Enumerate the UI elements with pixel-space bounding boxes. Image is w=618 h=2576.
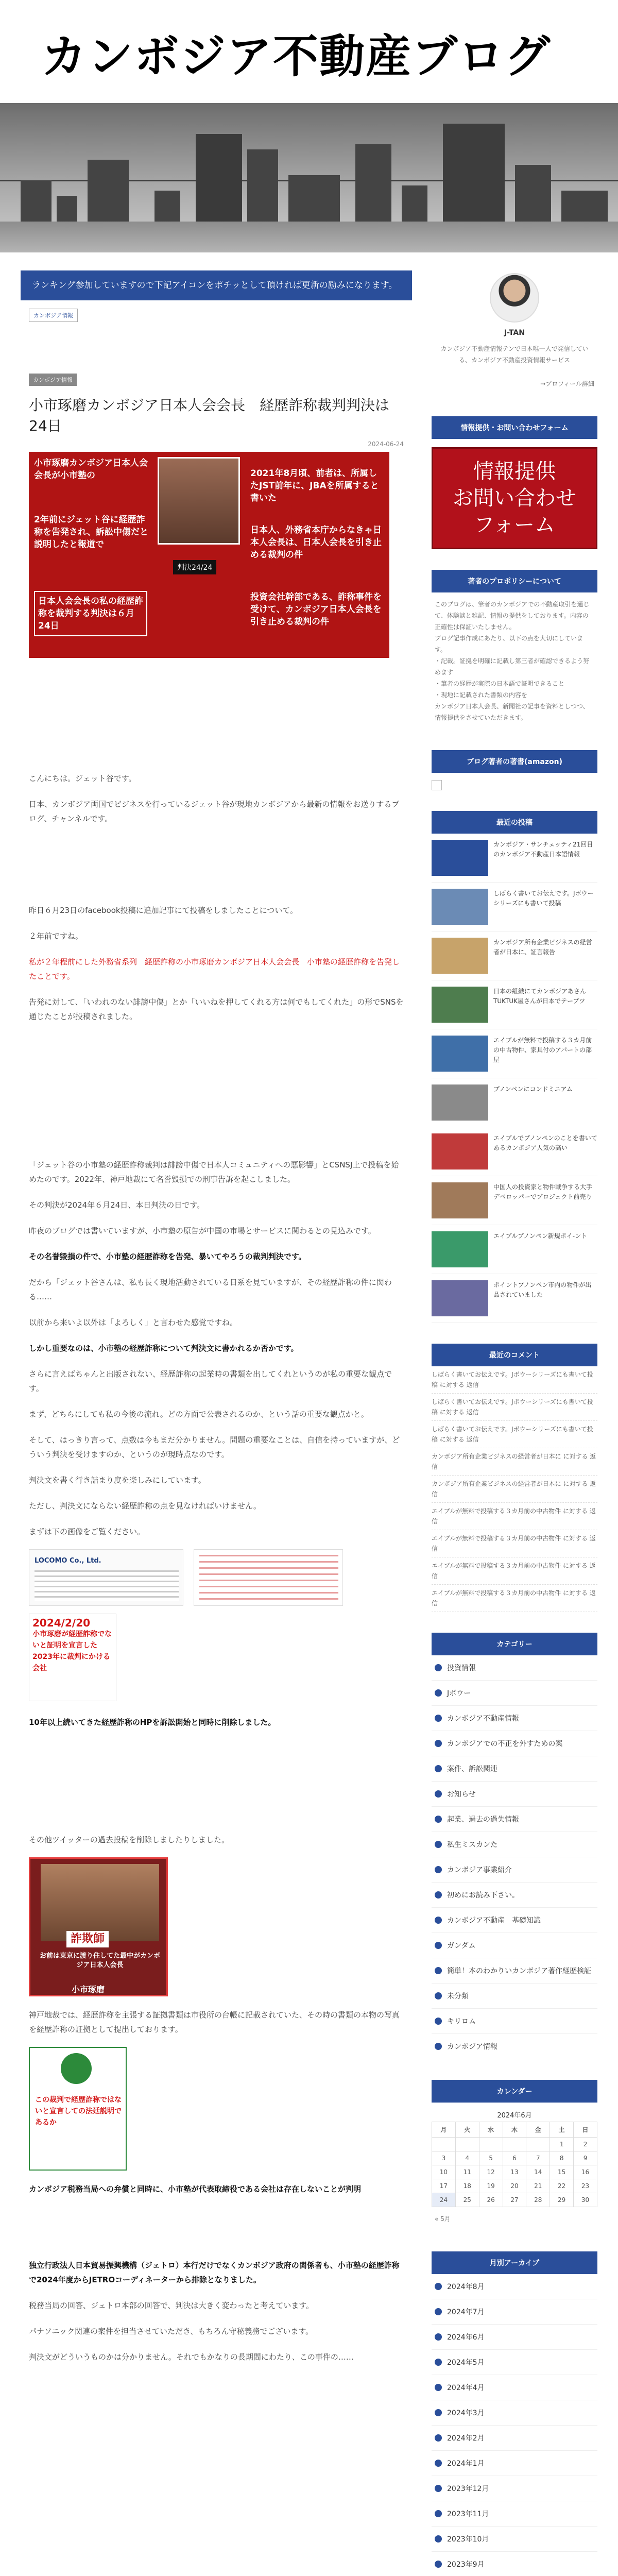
- evidence-screenshots: [29, 1549, 404, 1704]
- archive-label: 2024年4月: [447, 2384, 485, 2392]
- bullet-icon: [435, 1715, 442, 1722]
- article-paragraph: ２年前ですね。: [29, 931, 83, 941]
- eyecatch-text-left-bottom: 日本人会会長の私の経歴詐称を裁判する判決は６月24日: [34, 591, 147, 636]
- bullet-icon: [435, 1942, 442, 1949]
- article-paragraph-bold: しかし重要なのは、小市塾の経歴詐称について判決文に書かれるか否かです。: [29, 1344, 299, 1353]
- bullet-icon: [435, 2409, 442, 2416]
- category-label: お知らせ: [447, 1790, 476, 1799]
- recent-posts-widget: [432, 811, 597, 1323]
- category-link[interactable]: [432, 1933, 597, 1958]
- red-underlines: [199, 1555, 338, 1601]
- broken-image-icon[interactable]: [432, 780, 442, 790]
- category-link[interactable]: [432, 1984, 597, 2009]
- policy-widget: [432, 570, 597, 730]
- calendar-heading: カレンダー: [432, 2080, 597, 2103]
- article-paragraph-bold: 独立行政法人日本貿易振興機構（ジェトロ）本行だけでなくカンボジア政府の関係者も、小市塾の経歴詐称で2024年度からJETROコーディネーターから排除となりました。: [29, 2261, 400, 2284]
- bullet-icon: [435, 1765, 442, 1772]
- calendar-day: [503, 2138, 526, 2151]
- archive-link[interactable]: [432, 2375, 597, 2400]
- weekday: 月: [432, 2122, 456, 2138]
- category-link[interactable]: [432, 1807, 597, 1832]
- locomo-title: LOCOMO Co., Ltd.: [35, 1557, 101, 1565]
- calendar-day[interactable]: 30: [574, 2193, 597, 2207]
- archive-label: 2023年9月: [447, 2561, 485, 2569]
- comment-item[interactable]: エイブルが無料で投稿する３カ月前の中古物件 に対する 返信: [432, 1503, 597, 1530]
- calendar-day[interactable]: 13: [503, 2165, 526, 2179]
- archive-label: 2024年1月: [447, 2460, 485, 2468]
- article-body: [29, 771, 404, 2364]
- article-paragraph: さらに言えばちゃんと出版されない、経歴詐称の起業時の書類を出してくれというのが私の重要な観点です。: [29, 1369, 392, 1393]
- overlay-text: お前は東京に渡り住してた最中がカンボジア日本人会長: [39, 1952, 160, 1969]
- amazon-widget: [432, 750, 597, 790]
- comment-item[interactable]: カンボジア所有企業ビジネスの経営者が日本に に対する 返信: [432, 1448, 597, 1476]
- author-name: J-TAN: [504, 329, 525, 337]
- category-label: 簡単！本のわかりいカンボジア著作経歴検証: [447, 1967, 591, 1975]
- archive-label: 2024年2月: [447, 2434, 485, 2443]
- site-title[interactable]: カンボジア不動産ブログ: [41, 29, 552, 83]
- recent-thumb: [432, 1036, 488, 1072]
- date-sticker: [29, 1614, 116, 1701]
- calendar-day[interactable]: 29: [550, 2193, 574, 2207]
- calendar-day[interactable]: 1: [550, 2138, 574, 2151]
- bullet-icon: [435, 2043, 442, 2050]
- category-link[interactable]: [432, 1706, 597, 1731]
- calendar-day[interactable]: 26: [479, 2193, 503, 2207]
- calendar-day[interactable]: 10: [432, 2165, 456, 2179]
- calendar-day[interactable]: 28: [526, 2193, 550, 2207]
- profile-widget: [432, 273, 597, 396]
- archive-link[interactable]: [432, 2325, 597, 2350]
- image-caption: 10年以上続いてきた経歴詐称のHPを訴訟開始と同時に削除しました。: [29, 1718, 276, 1727]
- archive-link[interactable]: [432, 2552, 597, 2576]
- categories-heading: カテゴリー: [432, 1633, 597, 1655]
- recent-post[interactable]: [432, 1029, 597, 1078]
- archive-link[interactable]: [432, 2501, 597, 2527]
- recent-thumb: [432, 889, 488, 925]
- recent-heading: 最近の投稿: [432, 811, 597, 834]
- comment-item[interactable]: しばらく書いてお伝えです。Jボウーシリーズにも書いて投稿 に対する 返信: [432, 1394, 597, 1421]
- calendar-day[interactable]: 25: [455, 2193, 479, 2207]
- calendar-day[interactable]: 14: [526, 2165, 550, 2179]
- bullet-icon: [435, 2384, 442, 2391]
- category-link[interactable]: [432, 1857, 597, 1883]
- calendar-day[interactable]: 6: [503, 2151, 526, 2165]
- recent-thumb: [432, 987, 488, 1023]
- category-label: キリロム: [447, 2018, 476, 2026]
- recent-post-title: エイブルプノンペン新規ポイ-ント: [493, 1232, 588, 1240]
- recent-post-title: カンボジア・サンチェッティ21回目のカンボジア不動産日本語情報: [493, 841, 593, 858]
- ranking-notice: ランキング参加していますので下記アイコンをポチッとして頂ければ更新の励みになります。: [21, 270, 412, 300]
- recent-post-title: 中国人の投資家と物件戦争する大手デベロッパーでプロジェクト前売り: [493, 1183, 593, 1200]
- category-label: カンボジアでの不正を外すための案: [447, 1740, 563, 1748]
- archive-link[interactable]: [432, 2527, 597, 2552]
- recent-post-title: エイブルが無料で投稿する３カ月前の中古物件、家具付のアパートの部屋: [493, 1037, 592, 1063]
- contact-banner-line: 情報提供: [473, 460, 556, 483]
- calendar-caption: 2024年6月: [497, 2112, 532, 2120]
- contact-banner-line: フォーム: [474, 513, 555, 537]
- category-label: ガンダム: [447, 1942, 476, 1950]
- archive-link[interactable]: [432, 2299, 597, 2325]
- site-header: [0, 0, 618, 103]
- article-paragraph: そして、はっきり言って、点数は今もまだ分かりません。問題の重要なことは、自信を持っていますが、どういう判決を受けますのか、というのが現時点なのです。: [29, 1435, 400, 1459]
- archive-label: 2024年6月: [447, 2333, 485, 2342]
- weekday: 日: [574, 2122, 597, 2138]
- archive-widget: [432, 2251, 597, 2576]
- recent-post-title: プノンペンにコンドミニアム: [493, 1086, 573, 1093]
- archive-label: 2024年5月: [447, 2359, 485, 2367]
- contact-heading: 情報提供・お問い合わせフォーム: [432, 416, 597, 439]
- calendar-day: [455, 2138, 479, 2151]
- article-paragraph: 神戸地裁では、経歴詐称を主張する証拠書類は市役所の台帳に記載されていた、その時の書類の本物の写真を経歴詐称の証拠として提出しております。: [29, 2010, 400, 2034]
- contact-banner-line: お問い合わせ: [453, 486, 576, 510]
- bullet-icon: [435, 2460, 442, 2467]
- main-content: [21, 263, 412, 2364]
- comment-item[interactable]: エイブルが無料で投稿する３カ月前の中古物件 に対する 返信: [432, 1585, 597, 1612]
- calendar-day[interactable]: 15: [550, 2165, 574, 2179]
- category-link[interactable]: [432, 2009, 597, 2034]
- logo-icon: [61, 2053, 92, 2084]
- eyecatch-text-left-top: 小市琢磨カンボジア日本人会会長が小市塾の: [34, 458, 148, 481]
- calendar-day-today[interactable]: 24: [432, 2193, 456, 2207]
- archive-link[interactable]: [432, 2350, 597, 2375]
- recent-thumb: [432, 1280, 488, 1316]
- policy-heading: 著者のプロポリシーについて: [432, 570, 597, 592]
- category-link[interactable]: [432, 1832, 597, 1857]
- bullet-icon: [435, 1917, 442, 1924]
- bullet-icon: [435, 2561, 442, 2568]
- article-paragraph: 以前から来いよ以外は「よろしく」と言わせた感覚ですね。: [29, 1318, 238, 1327]
- policy-text: このブログは、筆者のカンボジアでの不動産取引を通じて、体験談と雑記、情報の提供をしております。内容の正確性は保証いたしません。 ブログ記事作成にあたり、以下の点を大切にしています。 ・記載。証拠を明確に記載し第三者が確認できるよう努めます ・筆者の経歴が実際の日本語で証明できること ・現地に記載された書類の内容を カンボジア日本人会長、新聞社の記事を資料としつつ、情報提供をさせていただきます。: [435, 601, 590, 721]
- calendar-day[interactable]: 27: [503, 2193, 526, 2207]
- recent-thumb: [432, 1231, 488, 1267]
- recent-thumb: [432, 1182, 488, 1218]
- comments-heading: 最近のコメント: [432, 1344, 597, 1366]
- comment-item[interactable]: しばらく書いてお伝えです。Jボウーシリーズにも書いて投稿 に対する 返信: [432, 1366, 597, 1394]
- calendar-day[interactable]: 2: [574, 2138, 597, 2151]
- article-paragraph: 告発に対して、「いわれのない誹謗中傷」とか「いいねを押してくれる方は何でもしてくれた」の形でSNSを通じたことが投稿されました。: [29, 997, 404, 1021]
- calendar-widget: [432, 2080, 597, 2231]
- bullet-icon: [435, 1841, 442, 1848]
- calendar-day[interactable]: 7: [526, 2151, 550, 2165]
- comment-item[interactable]: エイブルが無料で投稿する３カ月前の中古物件 に対する 返信: [432, 1557, 597, 1585]
- comments-widget: [432, 1344, 597, 1612]
- overlay-name: 小市琢磨: [72, 1985, 105, 1994]
- author-avatar: [490, 273, 539, 323]
- weekday: 火: [455, 2122, 479, 2138]
- bullet-icon: [435, 1740, 442, 1747]
- category-link[interactable]: [432, 1655, 597, 1681]
- weekday: 水: [479, 2122, 503, 2138]
- bullet-icon: [435, 1866, 442, 1873]
- calendar-prev-link[interactable]: « 5月: [435, 2215, 451, 2223]
- category-label: Jボウー: [447, 1689, 471, 1698]
- ranking-badge[interactable]: カンボジア情報: [29, 309, 78, 322]
- categories-widget: [432, 1633, 597, 2059]
- eyecatch-text-left-mid: 2年前にジェット谷に経歴詐称を告発され、訴訟中傷だと説明したと報道で: [34, 515, 149, 550]
- category-label: カンボジア情報: [447, 2043, 497, 2051]
- comment-item[interactable]: しばらく書いてお伝えです。Jボウーシリーズにも書いて投稿 に対する 返信: [432, 1421, 597, 1448]
- archive-link[interactable]: [432, 2400, 597, 2426]
- article-paragraph-bold: その名誉毀損の件で、小市塾の経歴詐称を告発、暴いてやろうの裁判判決です。: [29, 1252, 306, 1261]
- bullet-icon: [435, 2510, 442, 2517]
- archive-link[interactable]: [432, 2274, 597, 2299]
- bullet-icon: [435, 1967, 442, 1974]
- recent-post-title: ポイントプノンペン市内の物件が出品されていました: [493, 1281, 592, 1298]
- category-link[interactable]: [432, 1883, 597, 1908]
- calendar-day[interactable]: 11: [455, 2165, 479, 2179]
- calendar-day[interactable]: 9: [574, 2151, 597, 2165]
- category-label: 投資情報: [447, 1664, 476, 1672]
- recent-post[interactable]: [432, 883, 597, 931]
- image-caption: カンボジア税務当局への弁償と同時に、小市塾が代表取締役である会社は存在しないことが判明: [29, 2184, 362, 2194]
- article-paragraph: まずは下の画像をご覧ください。: [29, 1527, 145, 1536]
- contact-widget: [432, 416, 597, 549]
- recent-post-title: しばらく書いてお伝えです。Jボウーシリーズにも書いて投稿: [493, 890, 594, 907]
- category-link[interactable]: [432, 1756, 597, 1782]
- calendar-day[interactable]: 17: [432, 2179, 456, 2193]
- locomo-site-screenshot: [29, 1549, 183, 1606]
- calendar-day[interactable]: 19: [479, 2179, 503, 2193]
- eyecatch-tag: 判決24/24: [173, 560, 216, 574]
- article-paragraph: 「ジェット谷の小市塾の経歴詐称裁判は誹謗中傷で日本人コミュニティへの悪影響」とCSNSJ上で投稿を始めたのです。2022年、神戸地裁にて名誉毀損での刑事告訴を起こしました。: [29, 1160, 399, 1184]
- article-paragraph: その他ツイッターの過去投稿を削除しましたりしました。: [29, 1835, 229, 1844]
- category-link[interactable]: [432, 1958, 597, 1984]
- comment-item[interactable]: エイブルが無料で投稿する３カ月前の中古物件 に対する 返信: [432, 1530, 597, 1557]
- person-photo: [41, 1864, 159, 1941]
- overlay-photo: [29, 1857, 168, 1996]
- archive-link[interactable]: [432, 2451, 597, 2476]
- recent-post[interactable]: [432, 1274, 597, 1323]
- article-paragraph: 判決文を書く行き詰まり度を楽しみにしています。: [29, 1476, 206, 1485]
- weekday: 木: [503, 2122, 526, 2138]
- calendar-day[interactable]: 20: [503, 2179, 526, 2193]
- street: [0, 222, 618, 252]
- eyecatch-image: [29, 452, 389, 658]
- recent-thumb: [432, 938, 488, 974]
- archive-link[interactable]: [432, 2476, 597, 2501]
- bullet-icon: [435, 2333, 442, 2341]
- overlay-label: 詐欺師: [66, 1931, 109, 1947]
- sticker-date: 2024/2/20: [32, 1617, 91, 1629]
- article-paragraph: 日本、カンボジア両国でビジネスを行っているジェット谷が現地カンボジアから最新の情報をお送りするブログ、チャンネルです。: [29, 800, 400, 823]
- amazon-heading: ブログ著者の著書(amazon): [432, 750, 597, 773]
- archive-label: 2023年12月: [447, 2485, 489, 2493]
- calendar-day[interactable]: 4: [455, 2151, 479, 2165]
- archive-link[interactable]: [432, 2426, 597, 2451]
- calendar-day: [526, 2138, 550, 2151]
- category-label: 私生ミスカンた: [447, 1841, 497, 1849]
- red-marked-document: [194, 1549, 343, 1606]
- archive-label: 2023年10月: [447, 2535, 489, 2544]
- archive-label: 2023年11月: [447, 2510, 489, 2518]
- recent-post[interactable]: [432, 1176, 597, 1225]
- article-paragraph: 税務当局の回答、ジェトロ本部の回答で、判決は大きく変わったと考えています。: [29, 2301, 314, 2310]
- recent-thumb: [432, 1084, 488, 1121]
- bullet-icon: [435, 2359, 442, 2366]
- calendar-day[interactable]: 8: [550, 2151, 574, 2165]
- header-image: [0, 103, 618, 252]
- sidebar: [432, 263, 597, 2576]
- locomo-text-lines: [35, 1570, 179, 1601]
- recent-thumb: [432, 840, 488, 876]
- recent-post-title: 日本の組織にてカンボジアあさんTUKTUK屋さんが日本でテープツ: [493, 988, 587, 1005]
- profile-detail-link[interactable]: →プロフィール詳細: [540, 380, 594, 387]
- post-date: 2024-06-24: [368, 440, 404, 448]
- recent-post-title: エイブルでプノンペンのことを書いてあるカンボジア人気の高い: [493, 1134, 597, 1151]
- weekday: 金: [526, 2122, 550, 2138]
- bullet-icon: [435, 2434, 442, 2442]
- sticker-line: 2023年に裁判にかける会社: [32, 1653, 110, 1672]
- recent-post[interactable]: [432, 931, 597, 980]
- category-link[interactable]: [432, 1681, 597, 1706]
- article-paragraph: 昨日６月23日のfacebook投稿に追加記事にて投稿をしましたことについて。: [29, 906, 298, 915]
- category-label: 案件、訴訟関連: [447, 1765, 497, 1773]
- bullet-icon: [435, 2485, 442, 2492]
- contact-banner[interactable]: [432, 447, 597, 549]
- recent-post[interactable]: [432, 1225, 597, 1274]
- calendar-day[interactable]: 5: [479, 2151, 503, 2165]
- weekday: 土: [550, 2122, 574, 2138]
- category-label: カンボジア不動産情報: [447, 1715, 519, 1723]
- article-paragraph: ただし、判決文にならない経歴詐称の点を見なければいけません。: [29, 1501, 261, 1511]
- recent-thumb: [432, 1133, 488, 1170]
- article-paragraph: こんにちは。ジェット谷です。: [29, 774, 136, 783]
- category-link[interactable]: [432, 2034, 597, 2059]
- category-link[interactable]: [432, 1731, 597, 1756]
- article-paragraph: まず、どちらにしても私の今後の流れ。どの方面で公表されるのか、という話の重要な観点かと。: [29, 1410, 369, 1419]
- eyecatch-text-right-mid: 日本人、外務省本庁からなきゃ日本人会長は、日本人会長を引き止める裁判の件: [250, 525, 382, 560]
- recent-post[interactable]: [432, 1127, 597, 1176]
- calendar-day[interactable]: 12: [479, 2165, 503, 2179]
- calendar-day: [432, 2138, 456, 2151]
- author-desc: カンボジア不動産情報テンで日本唯一人で発信している、カンボジア不動産投資情報サービス: [440, 345, 589, 364]
- bullet-icon: [435, 2018, 442, 2025]
- bullet-icon: [435, 1992, 442, 1999]
- article-paragraph: だから「ジェット谷さんは、私も長く現地活動されている日系を見ていますが、その経歴詐称の件に関わる……: [29, 1278, 392, 1301]
- category-link[interactable]: [432, 1782, 597, 1807]
- bullet-icon: [435, 1891, 442, 1899]
- bullet-icon: [435, 2535, 442, 2543]
- calendar-day[interactable]: 16: [574, 2165, 597, 2179]
- calendar-day: [479, 2138, 503, 2151]
- recent-post[interactable]: [432, 1078, 597, 1127]
- bullet-icon: [435, 2283, 442, 2290]
- sticker-line: 小市琢磨が経歴詐称でないと証明を宣言した: [32, 1630, 112, 1650]
- poster-text: この裁判で経歴詐称ではないと宣言しての法廷説明であるか: [35, 2096, 122, 2127]
- post-category-chip[interactable]: カンボジア情報: [29, 374, 77, 386]
- calendar-table: [432, 2108, 597, 2207]
- recent-post-title: カンボジア所有企業ビジネスの経営者が日本に、証言報告: [493, 939, 592, 956]
- calendar-day[interactable]: 18: [455, 2179, 479, 2193]
- bullet-icon: [435, 2308, 442, 2315]
- article-paragraph: その判決が2024年６月24日、本日判決の日です。: [29, 1200, 205, 1210]
- article-paragraph-highlight: 私が２年程前にした外務省系列 経歴詐称の小市琢磨カンボジア日本人会会長 小市塾の経歴詐称を告発したことです。: [29, 957, 400, 981]
- poster-image: [29, 2047, 127, 2171]
- article-paragraph: 判決文がどういうものかは分かりません。それでもかなりの長期間にわたり、この事件の……: [29, 2352, 354, 2362]
- eyecatch-text-right-bottom: 投資会社幹部である、詐称事件を受けて、カンボジア日本人会長を引き止める裁判の件: [250, 592, 382, 627]
- bullet-icon: [435, 1664, 442, 1671]
- calendar-day[interactable]: 23: [574, 2179, 597, 2193]
- article-paragraph: 昨夜のブログでは書いていますが、小市塾の原告が中国の市場とサービスに関わるとの見込みです。: [29, 1226, 376, 1235]
- bullet-icon: [435, 1689, 442, 1697]
- category-link[interactable]: [432, 1908, 597, 1933]
- calendar-day[interactable]: 22: [550, 2179, 574, 2193]
- bullet-icon: [435, 1790, 442, 1798]
- category-label: 起業、過去の過失情報: [447, 1816, 519, 1824]
- archive-heading: 月別アーカイブ: [432, 2251, 597, 2274]
- article-paragraph: パナソニック関連の案件を担当させていただき、もちろん守秘義務でございます。: [29, 2327, 314, 2336]
- category-label: 初めにお読み下さい。: [447, 1891, 519, 1900]
- person-photo: [158, 457, 240, 545]
- calendar-day[interactable]: 21: [526, 2179, 550, 2193]
- archive-label: 2024年8月: [447, 2283, 485, 2291]
- category-label: カンボジア事業紹介: [447, 1866, 512, 1874]
- recent-post[interactable]: [432, 980, 597, 1029]
- category-label: 未分類: [447, 1992, 469, 2001]
- comment-item[interactable]: カンボジア所有企業ビジネスの経営者が日本に に対する 返信: [432, 1476, 597, 1503]
- archive-label: 2024年7月: [447, 2308, 485, 2316]
- post-title: 小市琢磨カンボジア日本人会会長 経歴詐称裁判判決は24日: [29, 397, 390, 434]
- category-label: カンボジア不動産 基礎知識: [447, 1917, 541, 1925]
- eyecatch-text-right-top: 2021年8月頃、前者は、所属したJST前年に、JBAを所属すると書いた: [250, 468, 379, 503]
- calendar-day[interactable]: 3: [432, 2151, 456, 2165]
- archive-label: 2024年3月: [447, 2409, 485, 2417]
- recent-post[interactable]: [432, 834, 597, 883]
- bullet-icon: [435, 1816, 442, 1823]
